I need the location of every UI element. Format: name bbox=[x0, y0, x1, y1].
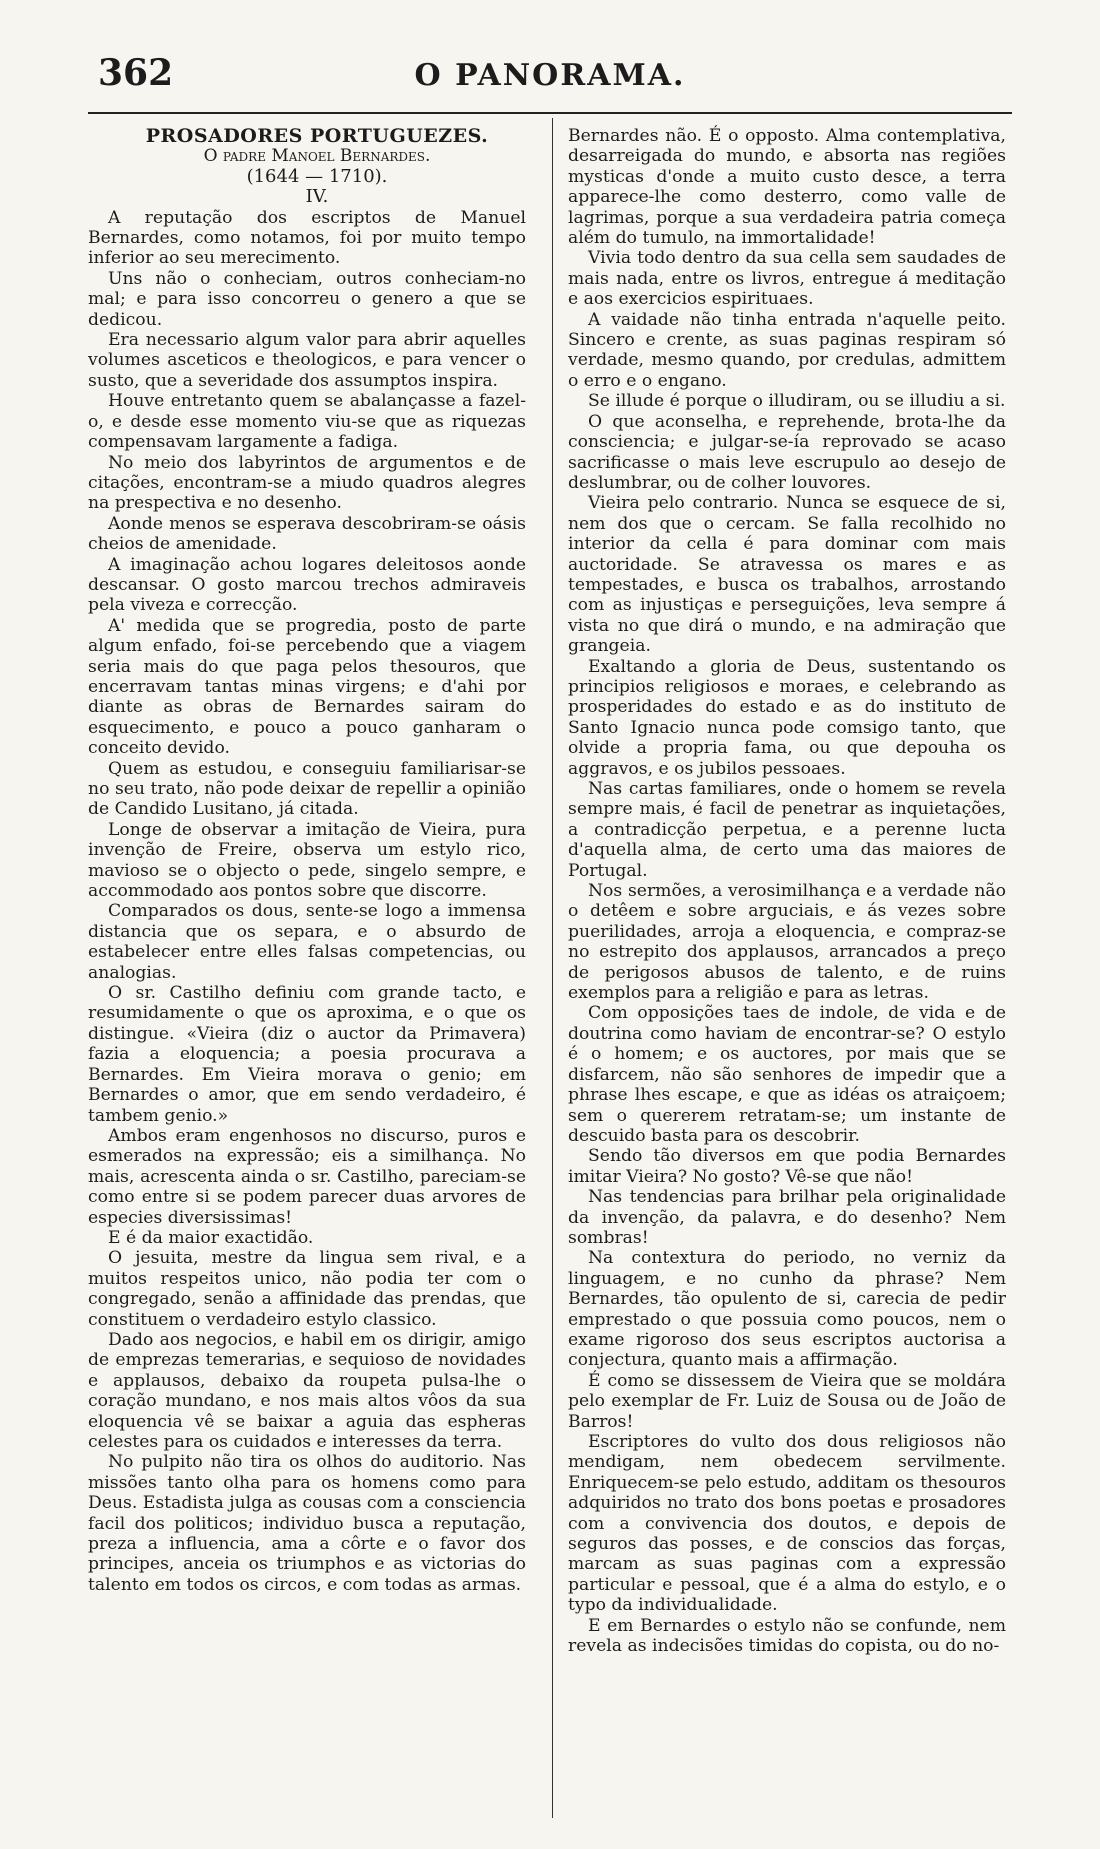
right-column bbox=[568, 126, 1006, 1656]
paragraph: Sendo tão diversos em que podia Bernardes imitar Vieira? No gosto? Vê-se que não! bbox=[568, 1146, 1006, 1187]
column-divider bbox=[552, 118, 553, 1818]
paragraph: Bernardes não. É o opposto. Alma contemplativa, desarreigada do mundo, e absorta nas regiões mysticas d'onde a muito custo desce, a terra apparece-lhe como desterro, como valle de lagrimas, porque a sua verdadeira patria começa além do tumulo, na immortalidade! bbox=[568, 126, 1006, 249]
page-header bbox=[88, 52, 1012, 112]
paragraph: Houve entretanto quem se abalançasse a fazel-o, e desde esse momento viu-se que as riquezas compensavam largamente a fadiga. bbox=[88, 391, 526, 453]
left-column-body bbox=[88, 208, 526, 1596]
paragraph: A imaginação achou logares deleitosos aonde descansar. O gosto marcou trechos admiraveis pela viveza e correcção. bbox=[88, 554, 526, 616]
paragraph: A' medida que se progredia, posto de parte algum enfado, foi-se percebendo que a viagem seria mais do que paga pelos thesouros, que encerravam tantas minas virgens; e d'ahi por diante as obras de Bernardes sairam do esquecimento, e pouco a pouco ganharam o conceito devido. bbox=[88, 615, 526, 759]
article-author: O padre Manoel Bernardes. bbox=[203, 146, 431, 167]
paragraph: Nas cartas familiares, onde o homem se revela sempre mais, é facil de penetrar as inquietações, a contradicção perpetua, e a perenne lucta d'aquella alma, de certo uma das maiores de Portugal. bbox=[568, 779, 1006, 881]
paragraph: A vaidade não tinha entrada n'aquelle peito. Sincero e crente, as suas paginas respiram só verdade, mesmo quando, por credulas, admittem o erro e o engano. bbox=[568, 309, 1006, 391]
paragraph: Com opposições taes de indole, de vida e de doutrina como haviam de encontrar-se? O estylo é o homem; e os auctores, por mais que se disfarcem, não são senhores de impedir que a phrase lhes escape, e que as idéas os atraiçoem; sem o quererem retratam-se; um instante de descuido basta para os descobrir. bbox=[568, 1003, 1006, 1146]
paragraph: Nas tendencias para brilhar pela originalidade da invenção, da palavra, e do desenho? Nem sombras! bbox=[568, 1187, 1006, 1248]
article-dates: (1644 — 1710). bbox=[246, 165, 388, 187]
paragraph: Vivia todo dentro da sua cella sem saudades de mais nada, entre os livros, entregue á meditação e aos exercicios espirituaes. bbox=[568, 248, 1006, 310]
paragraph: Comparados os dous, sente-se logo a immensa distancia que os separa, e o absurdo de estabelecer entre elles falsas competencias, ou analogias. bbox=[88, 901, 526, 983]
paragraph: O que aconselha, e reprehende, brota-lhe da consciencia; e julgar-se-ía reprovado se acaso sacrificasse o mais leve escrupulo ao desejo de deslumbrar, ou de colher louvores. bbox=[568, 411, 1006, 493]
header-rule bbox=[88, 112, 1012, 114]
paragraph: O jesuita, mestre da lingua sem rival, e a muitos respeitos unico, não podia ter com o congregado, senão a affinidade das prendas, que constituem o verdadeiro estylo classico. bbox=[88, 1248, 526, 1330]
paragraph: Vieira pelo contrario. Nunca se esquece de si, nem dos que o cercam. Se falla recolhido no interior da cella é para dominar com mais auctoridade. Se atravessa os mares e as tempestades, e busca os trabalhos, arrostando com as injustiças e perseguições, leva sempre á vista no que dirá o mundo, e na admiração que grangeia. bbox=[568, 493, 1006, 657]
paragraph: E em Bernardes o estylo não se confunde, nem revela as indecisões timidas do copista, ou do no- bbox=[568, 1615, 1006, 1657]
left-column bbox=[88, 126, 526, 1595]
paragraph: No pulpito não tira os olhos do auditorio. Nas missões tanto olha para os homens como para Deus. Estadista julga as cousas com a consciencia facil dos politicos; individuo busca a reputação, preza a influencia, ama a côrte e o favor dos principes, anceia os triumphos e as victorias do talento em todos os circos, e com todas as armas. bbox=[88, 1452, 526, 1595]
paragraph: Nos sermões, a verosimilhança e a verdade não o detêem e sobre arguciais, e ás vezes sobre puerilidades, arroja a eloquencia, e compraz-se no estrepito dos applausos, arrancados a preço de perigosos abusos de talento, e de ruins exemplos para a religião e para as letras. bbox=[568, 881, 1006, 1004]
article-title: PROSADORES PORTUGUEZES. bbox=[145, 125, 489, 147]
right-column-body bbox=[568, 126, 1006, 1656]
paragraph: Dado aos negocios, e habil em os dirigir, amigo de emprezas temerarias, e sequioso de novidades e applausos, debaixo da roupeta pulsa-lhe o coração mundano, e nos mais altos vôos da sua eloquencia vê se baixar a aguia das espheras celestes para os cuidados e interesses da terra. bbox=[88, 1329, 526, 1452]
paragraph: E é da maior exactidão. bbox=[108, 1227, 314, 1248]
paragraph: O sr. Castilho definiu com grande tacto, e resumidamente o que os aproxima, e o que os distingue. «Vieira (diz o auctor da Primavera) fazia a eloquencia; a poesia procurava a Bernardes. Em Vieira morava o genio; em Bernardes o amor, que em sendo verdadeiro, é tambem genio.» bbox=[88, 983, 526, 1126]
paragraph: Longe de observar a imitação de Vieira, pura invenção de Freire, observa um estylo rico, mavioso se o objecto o pede, singelo sempre, e accommodado aos pontos sobre que discorre. bbox=[88, 819, 526, 902]
journal-title: O PANORAMA. bbox=[414, 58, 686, 93]
paragraph: No meio dos labyrintos de argumentos e de citações, encontram-se a miudo quadros alegres na prespectiva e no desenho. bbox=[88, 452, 526, 514]
paragraph: A reputação dos escriptos de Manuel Bernardes, como notamos, foi por muito tempo inferior ao seu merecimento. bbox=[88, 207, 526, 269]
paragraph: Na contextura do periodo, no verniz da linguagem, e no cunho da phrase? Nem Bernardes, tão opulento de si, carecia de pedir emprestado o que possuia como poucos, nem o exame rigoroso dos seus escriptos auctorisa a conjectura, quanto mais a affirmação. bbox=[568, 1248, 1006, 1371]
paragraph: Se illude é porque o illudiram, ou se illudiu a si. bbox=[588, 391, 1006, 412]
paragraph: Ambos eram engenhosos no discurso, puros e esmerados na expressão; eis a similhança. No mais, acrescenta ainda o sr. Castilho, pareciam-se como entre si se podem parecer duas arvores de especies diversissimas! bbox=[88, 1125, 526, 1228]
paragraph: Exaltando a gloria de Deus, sustentando os principios religiosos e moraes, e celebrando as prosperidades do estado e as do instituto de Santo Ignacio nunca pode comsigo tanto, que olvide a propria fama, ou que depouha os aggravos, e os jubilos pessoaes. bbox=[568, 656, 1006, 779]
paragraph: Uns não o conheciam, outros conheciam-no mal; e para isso concorreu o genero a que se dedicou. bbox=[88, 268, 526, 330]
paragraph: Quem as estudou, e conseguiu familiarisar-se no seu trato, não pode deixar de repellir a opinião de Candido Lusitano, já citada. bbox=[88, 758, 526, 820]
paragraph: Era necessario algum valor para abrir aquelles volumes asceticos e theologicos, e para vencer o susto, que a severidade dos assumptos inspira. bbox=[88, 330, 526, 391]
paragraph: Aonde menos se esperava descobriram-se oásis cheios de amenidade. bbox=[88, 513, 526, 555]
article-part: IV. bbox=[305, 186, 329, 208]
paragraph: Escriptores do vulto dos dous religiosos não mendigam, nem obedecem servilmente. Enriquecem-se pelo estudo, additam os thesouros adquiridos no trato dos bons poetas e prosadores com a convivencia dos doutos, e depois de seguros das posses, e de conscios das forças, marcam as suas paginas com a expressão particular e pessoal, que é a alma do estylo, e o typo da individualidade. bbox=[568, 1432, 1006, 1616]
paragraph: É como se dissessem de Vieira que se moldára pelo exemplar de Fr. Luiz de Sousa ou de João de Barros! bbox=[568, 1370, 1006, 1432]
page-number: 362 bbox=[98, 52, 174, 94]
